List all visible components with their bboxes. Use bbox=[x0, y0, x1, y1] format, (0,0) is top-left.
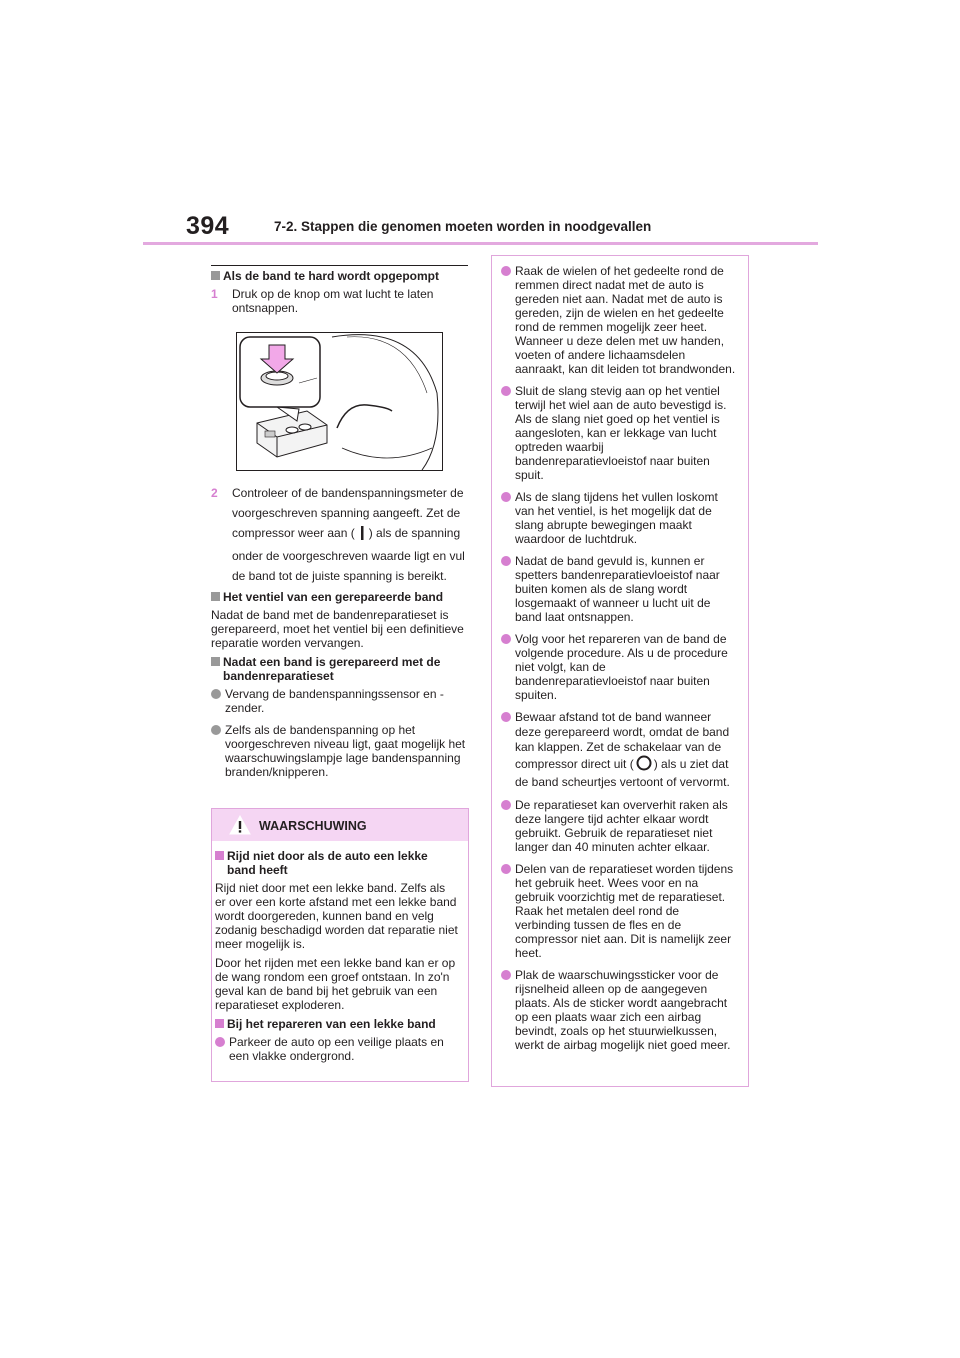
list-item: Sluit de slang stevig aan op het ventiel terwijl het wiel aan de auto bevestigd is. Als de slang niet goed op het ventiel is aangesloten, kan er lekkage van lucht optreden waarbij bandenreparatievloeistof naar buiten spuit. bbox=[501, 384, 736, 482]
warning-title: WAARSCHUWING bbox=[259, 819, 367, 833]
heading-after-repair: Nadat een band is gerepareerd met de bandenreparatieset bbox=[211, 655, 468, 683]
list-item: Zelfs als de bandenspanning op het voorgeschreven niveau ligt, gaat mogelijk het waarschuwingslampje lage bandenspanning branden/knipperen. bbox=[211, 723, 468, 779]
heading-valve: Het ventiel van een gerepareerde band bbox=[211, 590, 468, 604]
round-bullet-icon bbox=[501, 970, 511, 980]
round-bullet-icon bbox=[501, 634, 511, 644]
page-number: 394 bbox=[186, 212, 230, 240]
warning-body: Rijd niet door als de auto een lekke band heeft Rijd niet door met een lekke band. Zelfs als er over een korte afstand met een lekke band wordt doorgereden, kunnen band en velg zodanig beschadigd worden dat reparatie niet meer mogelijk is. Door het rijden met een lekke band kan er op de wang rondom een groef ontstaan. In zo'n geval kan de band bij het gebruik van een reparatieset exploderen. Bij het repareren van een lekke band Parkeer de auto op een veilige plaats en een vlakke ondergrond. bbox=[215, 849, 458, 1063]
list-item: Bewaar afstand tot de band wanneer deze gerepareerd wordt, omdat de band kan klappen. Zet de schakelaar van de compressor direct uit ( ) als u ziet dat de band scheurtjes vertoont of vervormt. bbox=[501, 710, 736, 790]
heading-overinflated: Als de band te hard wordt opgepompt bbox=[211, 269, 468, 283]
square-bullet-icon bbox=[211, 592, 220, 601]
round-bullet-icon bbox=[211, 725, 221, 735]
switch-off-icon bbox=[636, 755, 652, 775]
list-item: Als de slang tijdens het vullen loskomt van het ventiel, is het mogelijk dat de slang abrupte bewegingen maakt waardoor de luchtdruk. bbox=[501, 490, 736, 546]
valve-paragraph: Nadat de band met de bandenreparatieset is gerepareerd, moet het ventiel bij een definitieve reparatie worden vervangen. bbox=[211, 608, 464, 650]
list-item: Raak de wielen of het gedeelte rond de remmen direct nadat met de auto is gereden niet aan. Nadat met de auto is gereden, zijn de wielen en het gedeelte rond de remmen mogelijk zeer heet. Wanneer u deze delen met uw handen, voeten of andere lichaamsdelen aanraakt, kan dit leiden tot brandwonden. bbox=[501, 264, 736, 376]
left-column bbox=[211, 265, 468, 787]
list-item: Vervang de bandenspanningssensor en -zender. bbox=[211, 687, 468, 715]
warning-header bbox=[212, 809, 468, 841]
round-bullet-icon bbox=[501, 492, 511, 502]
section-divider bbox=[211, 265, 468, 266]
square-bullet-icon bbox=[215, 851, 224, 860]
list-item: Nadat de band gevuld is, kunnen er spetters bandenreparatievloeistof naar buiten komen als de slang wordt losgemaakt of wanneer u lucht uit de band laat ontsnappen. bbox=[501, 554, 736, 624]
round-bullet-icon bbox=[501, 800, 511, 810]
list-item: Plak de waarschuwingssticker voor de rijsnelheid alleen op de aangegeven plaats. Als de sticker wordt aangebracht op een plaats waar zich een airbag bevindt, zoals op het stuurwielkussen, werkt de airbag mogelijk niet goed meer. bbox=[501, 968, 736, 1052]
step-1: 1 Druk op de knop om wat lucht te laten ontsnappen. bbox=[211, 287, 434, 315]
square-bullet-icon bbox=[211, 271, 220, 280]
heading-repair-flat: Bij het repareren van een lekke band bbox=[215, 1017, 459, 1031]
round-bullet-icon bbox=[501, 266, 511, 276]
round-bullet-icon bbox=[501, 386, 511, 396]
warning-triangle-icon bbox=[229, 815, 251, 838]
heading-flat-tire: Rijd niet door als de auto een lekke band heeft bbox=[215, 849, 459, 877]
round-bullet-icon bbox=[211, 689, 221, 699]
round-bullet-icon bbox=[501, 712, 511, 722]
section-title: 7-2. Stappen die genomen moeten worden in noodgevallen bbox=[274, 219, 652, 234]
list-item: Volg voor het repareren van de band de volgende procedure. Als u de procedure niet volgt, kan de bandenreparatievloeistof naar buiten spuiten. bbox=[501, 632, 736, 702]
list-item: Delen van de reparatieset worden tijdens het gebruik heet. Wees voor en na gebruik voorzichtig met de reparatieset. Raak het metalen deel rond de verbinding tussen de fles en de compressor niet aan. Dit is namelijk zeer heet. bbox=[501, 862, 736, 960]
warning-box bbox=[211, 808, 469, 1082]
round-bullet-icon bbox=[501, 864, 511, 874]
step-2: 2 Controleer of de bandenspanningsmeter de voorgeschreven spanning aangeeft. Zet de compressor weer aan ( ) als de spanning onder de voorgeschreven waarde ligt en vul de band tot de juiste spanning is bereikt. bbox=[211, 486, 465, 583]
list-item: De reparatieset kan oververhit raken als deze langere tijd achter elkaar wordt gebruikt. Gebruik de reparatieset niet langer dan 40 minuten achter elkaar. bbox=[501, 798, 736, 854]
switch-on-icon bbox=[357, 526, 367, 546]
compressor-illustration bbox=[236, 332, 443, 471]
list-item: Parkeer de auto op een veilige plaats en een vlakke ondergrond. bbox=[215, 1035, 459, 1063]
square-bullet-icon bbox=[215, 1019, 224, 1028]
square-bullet-icon bbox=[211, 657, 220, 666]
round-bullet-icon bbox=[215, 1037, 225, 1047]
round-bullet-icon bbox=[501, 556, 511, 566]
header-rule bbox=[143, 242, 818, 245]
right-warning-column bbox=[491, 255, 749, 1087]
